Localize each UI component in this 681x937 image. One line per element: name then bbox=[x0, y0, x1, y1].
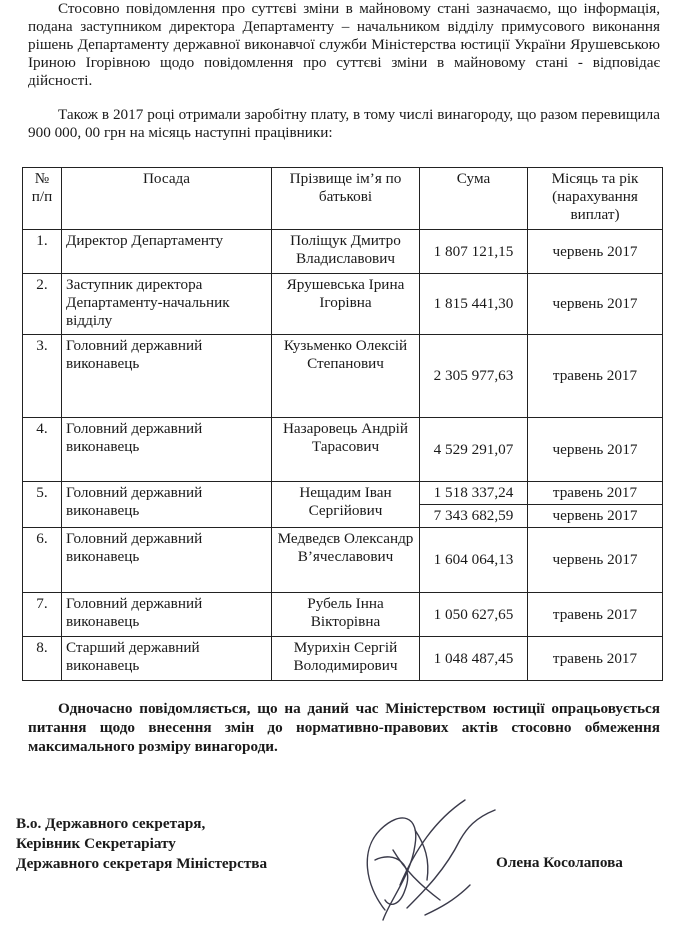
row-position: Старший державний виконавець bbox=[62, 637, 272, 681]
row-month: червень 2017 bbox=[528, 230, 663, 274]
row-month: травень 2017 bbox=[528, 637, 663, 681]
row-num: 2. bbox=[23, 274, 62, 335]
table-row bbox=[23, 335, 663, 418]
row-name: Мурихін Сергій Володимирович bbox=[272, 637, 420, 681]
row-name: Поліщук Дмитро Владиславович bbox=[272, 230, 420, 274]
row-name: Рубель Інна Вікторівна bbox=[272, 593, 420, 637]
row-name: Ярушевська Ірина Ігорівна bbox=[272, 274, 420, 335]
table-header-row bbox=[23, 168, 663, 230]
header-month: Місяць та рік (нарахування виплат) bbox=[528, 168, 663, 230]
salary-table bbox=[22, 167, 663, 681]
row-month: червень 2017 bbox=[528, 274, 663, 335]
row-num: 4. bbox=[23, 418, 62, 482]
signatory-title bbox=[16, 814, 267, 874]
handwritten-signature bbox=[345, 790, 515, 930]
row-amount: 1 048 487,45 bbox=[420, 637, 528, 681]
row-amount: 1 604 064,13 bbox=[420, 528, 528, 593]
row-name: Назаровець Андрій Тарасович bbox=[272, 418, 420, 482]
table-row bbox=[23, 418, 663, 482]
row-position: Головний державний виконавець bbox=[62, 335, 272, 418]
table-row bbox=[23, 482, 663, 528]
row-num: 1. bbox=[23, 230, 62, 274]
table-row bbox=[23, 230, 663, 274]
row-position: Заступник директора Департаменту-начальник відділу bbox=[62, 274, 272, 335]
row-num: 7. bbox=[23, 593, 62, 637]
row-name: Кузьменко Олексій Степанович bbox=[272, 335, 420, 418]
signer-name: Олена Косолапова bbox=[496, 854, 623, 871]
table-row bbox=[23, 637, 663, 681]
row-num: 5. bbox=[23, 482, 62, 528]
row-amount-second: 7 343 682,59 bbox=[420, 504, 527, 525]
intro-paragraph: Стосовно повідомлення про суттєві зміни в майновому стані зазначаємо, що інформація, подана заступником директора Департаменту – начальником відділу примусового виконання рішень Департаменту державної виконавчої служби Міністерства юстиції України Ярушевською Іриною Ігорівною щодо повідомлення про суттєві зміни в майновому стані - відповідає дійсності. bbox=[28, 0, 660, 89]
table-intro-paragraph: Також в 2017 році отримали заробітну плату, в тому числі винагороду, що разом перевищила 900 000, 00 грн на місяць наступні працівники: bbox=[28, 106, 660, 141]
header-amount: Сума bbox=[420, 168, 528, 230]
notice-paragraph: Одночасно повідомляється, що на даний час Міністерством юстиції опрацьовується питання щодо внесення змін до нормативно-правових актів стосовно обмеження максимального розміру винагороди. bbox=[28, 700, 660, 755]
header-position: Посада bbox=[62, 168, 272, 230]
row-amount: 1 050 627,65 bbox=[420, 593, 528, 637]
row-num: 6. bbox=[23, 528, 62, 593]
row-name: Нещадим Іван Сергійович bbox=[272, 482, 420, 528]
row-position: Головний державний виконавець bbox=[62, 528, 272, 593]
table-row bbox=[23, 274, 663, 335]
row-month: травень 2017 bbox=[528, 335, 663, 418]
row-amount: 1 518 337,24 bbox=[433, 484, 514, 501]
row-position: Головний державний виконавець bbox=[62, 593, 272, 637]
row-month: червень 2017 bbox=[528, 418, 663, 482]
row-amount: 1 815 441,30 bbox=[420, 274, 528, 335]
row-amount: 4 529 291,07 bbox=[420, 418, 528, 482]
row-name: Медведєв Олександр В’ячеславович bbox=[272, 528, 420, 593]
signatory-title-line1: В.о. Державного секретаря, bbox=[16, 815, 206, 832]
row-month: червень 2017 bbox=[528, 528, 663, 593]
row-amount: 1 807 121,15 bbox=[420, 230, 528, 274]
row-position: Головний державний виконавець bbox=[62, 418, 272, 482]
row-position: Головний державний виконавець bbox=[62, 482, 272, 528]
row-month: травень 2017 bbox=[528, 593, 663, 637]
table-row bbox=[23, 528, 663, 593]
row-month: травень 2017 bbox=[552, 484, 638, 501]
signatory-title-line2: Керівник Секретаріату bbox=[16, 835, 176, 852]
header-name: Прізвище ім’я по батькові bbox=[272, 168, 420, 230]
row-num: 3. bbox=[23, 335, 62, 418]
row-position: Директор Департаменту bbox=[62, 230, 272, 274]
signatory-title-line3: Державного секретаря Міністерства bbox=[16, 855, 268, 872]
row-num: 8. bbox=[23, 637, 62, 681]
row-month-second: червень 2017 bbox=[528, 504, 662, 525]
table-row bbox=[23, 593, 663, 637]
header-num: № п/п bbox=[23, 168, 62, 230]
row-amount-split bbox=[420, 482, 528, 528]
row-amount: 2 305 977,63 bbox=[420, 335, 528, 418]
row-month-split bbox=[528, 482, 663, 528]
